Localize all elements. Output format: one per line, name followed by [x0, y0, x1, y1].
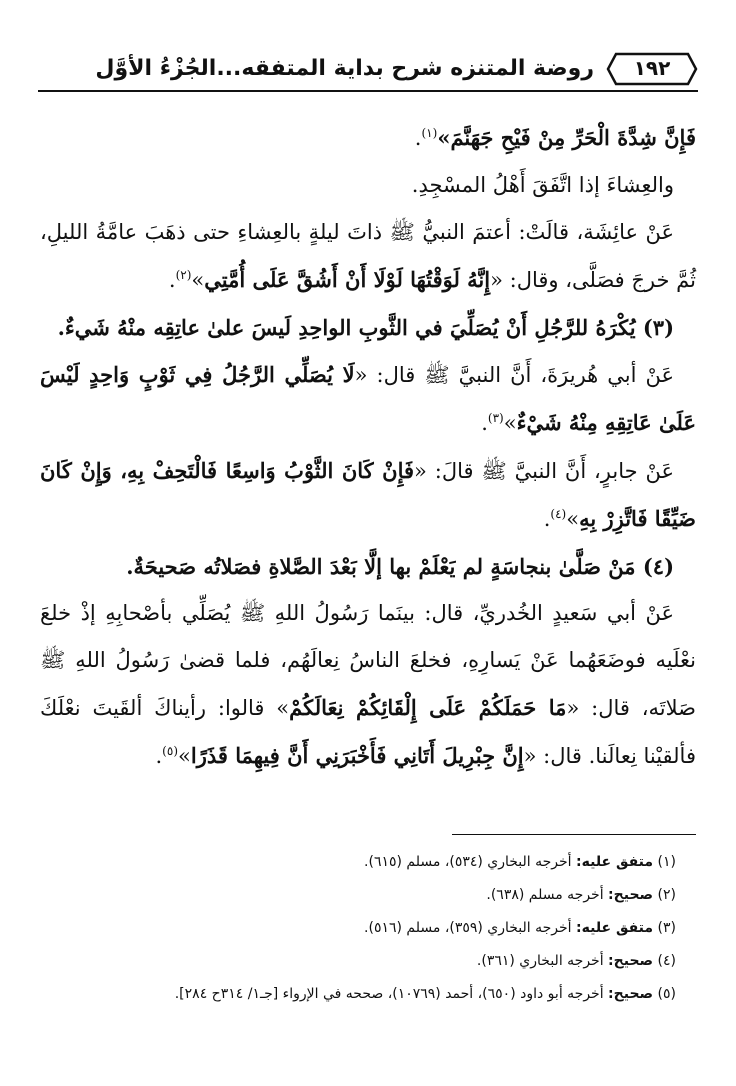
narration-text: عَنْ أبي سَعيدٍ الخُدريِّ، قال: بينَما رَسُولُ اللهِ ﷺ يُصَلِّي بأصْحابِهِ إذْ خلعَ نعْلَيه فوضَعَهُما عَنْ يَسارِهِ، فخلعَ الناسُ نِعالَهُم، فلما قضىٰ رَسُولُ اللهِ ﷺ صَلاتَه، قال: «: [40, 601, 697, 720]
footnote-grade: صحيح:: [608, 887, 654, 903]
footnote-text: أخرجه البخاري (٣٦١).: [476, 953, 604, 969]
footnote-text: أخرجه البخاري (٥٣٤)، مسلم (٦١٥).: [364, 854, 572, 870]
page-header: [38, 50, 698, 94]
quote-close: »: [503, 411, 517, 435]
footnote-number: (٥): [657, 986, 676, 1002]
narration-text: » قالوا: رأيناكَ ألقَيتَ نعْلَكَ فألقيْنا نِعالَنا. قال: «: [40, 696, 696, 768]
section-heading-4: (٤) مَنْ صَلَّىٰ بنجاسَةٍ لم يَعْلَمْ بها إلَّا بَعْدَ الصَّلاةِ فصَلاتُه صَحيحَةٌ.: [126, 554, 674, 579]
footnote-3: [40, 912, 676, 945]
quote-close: »: [191, 268, 205, 292]
page-number: ١٩٢: [633, 56, 671, 80]
footnote-text: أخرجه مسلم (٦٣٨).: [486, 887, 604, 903]
footnote-5: [40, 978, 676, 1011]
footnote-1: [40, 846, 676, 879]
paragraph-1: [40, 114, 696, 162]
narration-text: عَنْ عائِشَة، قالَتْ: أعتمَ النبيُّ ﷺ ذاتَ ليلةٍ بالعِشاءِ حتى ذهَبَ عامَّةُ الليلِ، ثُمَّ خرجَ فصَلَّى، وقال: «: [40, 220, 696, 292]
punct: .: [155, 744, 163, 768]
footnote-number: (٢): [657, 887, 676, 903]
punct: .: [414, 126, 422, 150]
paragraph-3: [40, 209, 696, 304]
quote-close: »: [566, 507, 580, 531]
hadith-text: إِنَّهُ لَوَقْتُهَا لَوْلَا أَنْ أَشُقَّ عَلَى أُمَّتِي: [204, 267, 491, 292]
main-text: [40, 114, 696, 780]
footnote-number: (٣): [657, 920, 676, 936]
narration-text: عَنْ أبي هُريرَةَ، أَنَّ النبيَّ ﷺ قال: «: [354, 363, 674, 387]
footnote-text: أخرجه البخاري (٣٥٩)، مسلم (٥١٦).: [364, 920, 572, 936]
footnote-grade: صحيح:: [608, 953, 654, 969]
footnote-ref: (٢): [175, 268, 192, 282]
paragraph-8: [40, 590, 696, 780]
punct: .: [543, 507, 551, 531]
footnote-grade: متفق عليه:: [576, 920, 654, 936]
footnote-number: (١): [657, 854, 676, 870]
footnote-number: (٤): [657, 953, 676, 969]
narration-text: عَنْ جابرٍ، أَنَّ النبيَّ ﷺ قالَ: «: [414, 459, 674, 483]
paragraph-5: [40, 351, 696, 447]
footnote-2: [40, 879, 676, 912]
punct: .: [168, 268, 176, 292]
footnote-ref: (٤): [550, 507, 567, 521]
header-rule: [38, 90, 698, 92]
footnote-grade: متفق عليه:: [576, 854, 654, 870]
footnote-4: [40, 945, 676, 978]
footnote-ref: (٣): [487, 411, 504, 425]
hadith-text: فَإِنَّ شِدَّةَ الْحَرِّ مِنْ فَيْحِ جَهَنَّمَ»: [437, 125, 696, 150]
footnote-grade: صحيح:: [608, 986, 654, 1002]
page-number-badge: [606, 52, 698, 86]
footnote-separator: [452, 834, 696, 835]
footnote-ref: (٥): [162, 744, 178, 758]
footnotes: [40, 846, 676, 1011]
hadith-text: فَإِنْ كَانَ الثَّوْبُ وَاسِعًا فَالْتَحِفْ بِهِ، وَإِنْ كَانَ ضَيِّقًا فَاتَّزِرْ بِهِ: [40, 458, 696, 531]
running-title: روضة المتنزه شرح بداية المتفقه...الجُزْءُ الأوَّل: [95, 56, 594, 81]
footnote-text: أخرجه أبو داود (٦٥٠)، أحمد (١٠٧٦٩)، صححه في الإرواء [جـ١/ ٣١٤ح ٢٨٤].: [174, 986, 604, 1002]
hadith-text: مَا حَمَلَكُمْ عَلَى إِلْقَائِكُمْ نِعَالَكُمْ: [289, 695, 567, 720]
section-heading-3: (٣) يُكْرَهُ للرَّجُلِ أَنْ يُصَلِّيَ في الثَّوبِ الواحِدِ لَيسَ علىٰ عاتِقِه منْهُ شَيءٌ.: [57, 315, 674, 340]
hadith-text: لَا يُصَلِّي الرَّجُلُ فِي ثَوْبٍ وَاحِدٍ لَيْسَ عَلَىٰ عَاتِقِهِ مِنْهُ شَيْءٌ: [40, 362, 696, 435]
quote-close: »: [178, 744, 191, 768]
hadith-text: إِنَّ جِبْرِيلَ أَتَانِي فَأَخْبَرَنِي أَنَّ فِيهِمَا قَذَرًا: [190, 743, 524, 768]
footnote-ref: (١): [421, 126, 438, 140]
paragraph-6: [40, 447, 696, 543]
paragraph-2: والعِشاءَ إذا اتَّفَقَ أَهْلُ المسْجِدِ.: [411, 173, 674, 197]
punct: .: [481, 411, 488, 435]
